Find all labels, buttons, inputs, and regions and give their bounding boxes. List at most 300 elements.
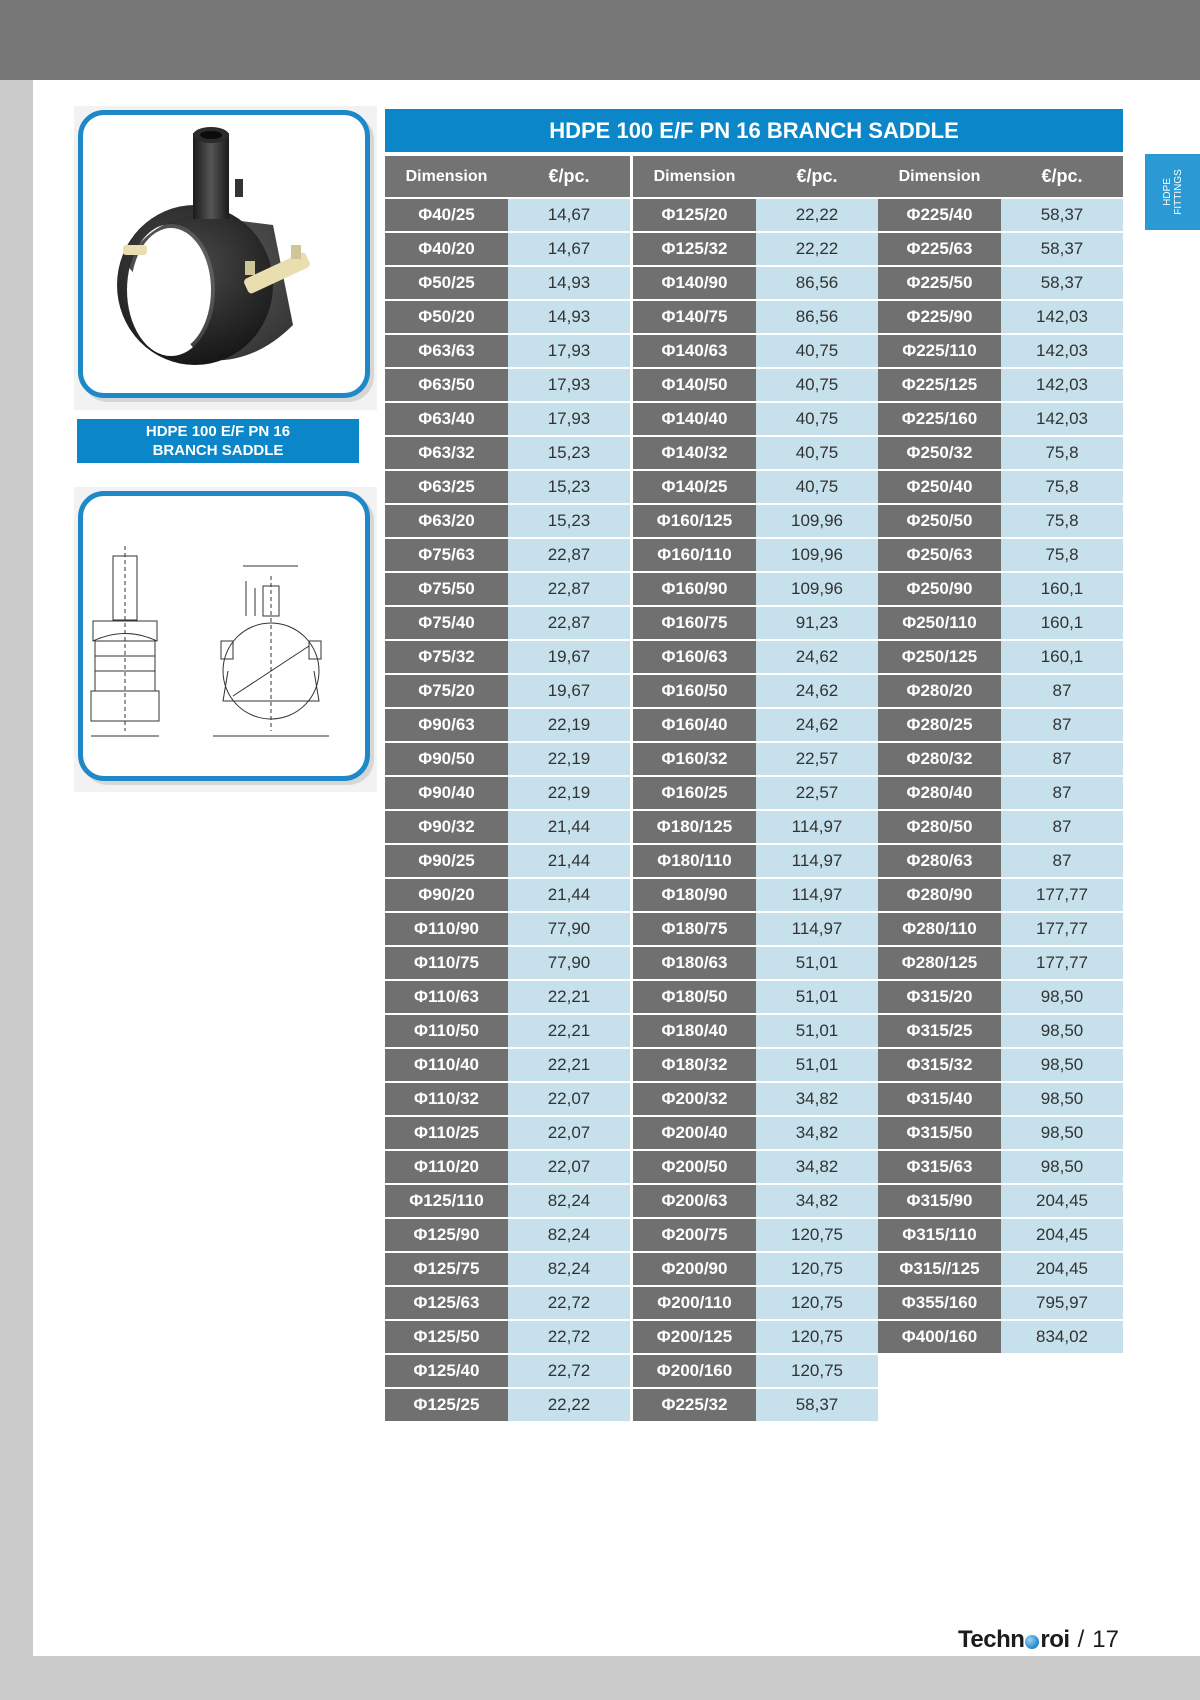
table-row	[385, 743, 630, 775]
dimension-cell: Φ125/50	[385, 1321, 508, 1353]
price-cell: 82,24	[508, 1253, 630, 1285]
table-row	[633, 1287, 878, 1319]
price-cell: 22,57	[756, 777, 878, 809]
price-cell: 109,96	[756, 505, 878, 537]
dimension-cell: Φ315/110	[878, 1219, 1001, 1251]
table-row	[385, 505, 630, 537]
table-row	[633, 845, 878, 877]
price-cell: 75,8	[1001, 505, 1123, 537]
price-cell: 142,03	[1001, 369, 1123, 401]
table-row	[633, 1253, 878, 1285]
header-dimension: Dimension	[405, 167, 488, 185]
dimension-cell: Φ225/63	[878, 233, 1001, 265]
price-cell: 22,07	[508, 1117, 630, 1149]
table-row	[878, 709, 1123, 741]
product-label	[77, 419, 359, 463]
price-cell: 22,87	[508, 607, 630, 639]
price-cell: 51,01	[756, 981, 878, 1013]
dimension-cell: Φ225/90	[878, 301, 1001, 333]
dimension-cell: Φ125/20	[633, 199, 756, 231]
dimension-cell: Φ140/32	[633, 437, 756, 469]
table-row	[385, 1049, 630, 1081]
table-row	[385, 471, 630, 503]
dimension-cell: Φ125/90	[385, 1219, 508, 1251]
table-row	[385, 947, 630, 979]
table-row	[385, 777, 630, 809]
table-row	[385, 233, 630, 265]
table-row	[878, 879, 1123, 911]
price-cell: 34,82	[756, 1117, 878, 1149]
table-row	[633, 267, 878, 299]
table-row	[878, 1219, 1123, 1251]
dimension-cell: Φ180/63	[633, 947, 756, 979]
table-row	[633, 437, 878, 469]
table-row	[385, 607, 630, 639]
price-cell: 17,93	[508, 403, 630, 435]
table-row	[633, 505, 878, 537]
table-row	[633, 913, 878, 945]
dimension-cell: Φ180/50	[633, 981, 756, 1013]
table-row	[878, 675, 1123, 707]
table-row	[633, 947, 878, 979]
dimension-cell: Φ63/40	[385, 403, 508, 435]
price-cell: 24,62	[756, 709, 878, 741]
table-row	[385, 1117, 630, 1149]
price-cell: 58,37	[1001, 233, 1123, 265]
table-row	[633, 1117, 878, 1149]
table-row	[633, 301, 878, 333]
price-column-2	[633, 156, 878, 1423]
dimension-cell: Φ110/90	[385, 913, 508, 945]
brand-prefix: Techn	[958, 1626, 1025, 1653]
technical-drawing-frame	[78, 491, 370, 781]
header-dimension: Dimension	[898, 167, 981, 185]
dimension-cell: Φ280/125	[878, 947, 1001, 979]
price-cell: 98,50	[1001, 1049, 1123, 1081]
dimension-cell: Φ63/32	[385, 437, 508, 469]
product-label-line2: BRANCH SADDLE	[152, 442, 284, 459]
table-row	[385, 1015, 630, 1047]
price-cell: 17,93	[508, 335, 630, 367]
price-cell: 22,19	[508, 709, 630, 741]
table-row	[878, 811, 1123, 843]
dimension-cell: Φ225/32	[633, 1389, 756, 1421]
price-cell: 120,75	[756, 1355, 878, 1387]
table-row	[633, 471, 878, 503]
price-cell: 142,03	[1001, 301, 1123, 333]
price-cell: 22,22	[756, 233, 878, 265]
dimension-cell: Φ110/32	[385, 1083, 508, 1115]
table-row	[633, 811, 878, 843]
table-row	[385, 913, 630, 945]
price-cell: 120,75	[756, 1219, 878, 1251]
price-cell: 177,77	[1001, 947, 1123, 979]
dimension-cell: Φ180/90	[633, 879, 756, 911]
dimension-cell: Φ140/40	[633, 403, 756, 435]
price-cell: 160,1	[1001, 641, 1123, 673]
table-row	[633, 743, 878, 775]
dimension-cell: Φ200/40	[633, 1117, 756, 1149]
dimension-cell: Φ125/32	[633, 233, 756, 265]
price-cell: 87	[1001, 777, 1123, 809]
price-cell: 14,93	[508, 267, 630, 299]
table-row	[878, 1253, 1123, 1285]
table-row	[633, 879, 878, 911]
dimension-cell: Φ110/63	[385, 981, 508, 1013]
table-row	[385, 369, 630, 401]
price-cell: 58,37	[1001, 199, 1123, 231]
brand-logo	[958, 1626, 1070, 1654]
product-photo-card	[74, 106, 377, 410]
table-row	[878, 335, 1123, 367]
price-cell: 40,75	[756, 471, 878, 503]
price-cell: 160,1	[1001, 607, 1123, 639]
price-cell: 98,50	[1001, 981, 1123, 1013]
dimension-cell: Φ280/50	[878, 811, 1001, 843]
dimension-cell: Φ140/63	[633, 335, 756, 367]
dimension-cell: Φ110/25	[385, 1117, 508, 1149]
dimension-cell: Φ63/63	[385, 335, 508, 367]
price-cell: 120,75	[756, 1287, 878, 1319]
price-cell: 21,44	[508, 879, 630, 911]
price-cell: 98,50	[1001, 1083, 1123, 1115]
dimension-cell: Φ200/90	[633, 1253, 756, 1285]
dimension-cell: Φ315/90	[878, 1185, 1001, 1217]
dimension-cell: Φ140/90	[633, 267, 756, 299]
table-row	[878, 913, 1123, 945]
price-cell: 109,96	[756, 539, 878, 571]
dimension-cell: Φ180/32	[633, 1049, 756, 1081]
price-cell: 204,45	[1001, 1219, 1123, 1251]
dimension-cell: Φ280/40	[878, 777, 1001, 809]
price-cell: 15,23	[508, 505, 630, 537]
dimension-cell: Φ180/40	[633, 1015, 756, 1047]
dimension-cell: Φ200/110	[633, 1287, 756, 1319]
dimension-cell: Φ50/20	[385, 301, 508, 333]
price-cell: 34,82	[756, 1151, 878, 1183]
dimension-cell: Φ90/50	[385, 743, 508, 775]
price-cell: 98,50	[1001, 1151, 1123, 1183]
price-cell: 75,8	[1001, 437, 1123, 469]
dimension-cell: Φ315/63	[878, 1151, 1001, 1183]
table-row	[633, 981, 878, 1013]
dimension-cell: Φ200/63	[633, 1185, 756, 1217]
table-row	[878, 777, 1123, 809]
dimension-cell: Φ125/110	[385, 1185, 508, 1217]
table-row	[385, 879, 630, 911]
table-row	[878, 301, 1123, 333]
table-row	[878, 573, 1123, 605]
dimension-cell: Φ315/40	[878, 1083, 1001, 1115]
table-row	[633, 233, 878, 265]
page-number: 17	[1092, 1626, 1119, 1653]
dimension-cell: Φ225/50	[878, 267, 1001, 299]
dimension-cell: Φ125/25	[385, 1389, 508, 1421]
price-cell: 22,19	[508, 777, 630, 809]
price-column-1	[385, 156, 630, 1423]
dimension-cell: Φ225/125	[878, 369, 1001, 401]
table-row	[385, 199, 630, 231]
dimension-cell: Φ110/40	[385, 1049, 508, 1081]
dimension-cell: Φ160/32	[633, 743, 756, 775]
dimension-cell: Φ160/75	[633, 607, 756, 639]
table-row	[633, 607, 878, 639]
dimension-cell: Φ315/25	[878, 1015, 1001, 1047]
dimension-cell: Φ140/75	[633, 301, 756, 333]
price-cell: 87	[1001, 709, 1123, 741]
table-row	[633, 369, 878, 401]
dimension-cell: Φ315//125	[878, 1253, 1001, 1285]
table-row	[633, 1219, 878, 1251]
dimension-cell: Φ75/32	[385, 641, 508, 673]
table-row	[633, 1355, 878, 1387]
dimension-cell: Φ110/75	[385, 947, 508, 979]
table-row	[633, 709, 878, 741]
dimension-cell: Φ90/32	[385, 811, 508, 843]
dimension-cell: Φ250/40	[878, 471, 1001, 503]
dimension-cell: Φ160/125	[633, 505, 756, 537]
brand-dot-icon	[1025, 1635, 1039, 1649]
price-cell: 24,62	[756, 675, 878, 707]
dimension-cell: Φ90/25	[385, 845, 508, 877]
table-row	[878, 1287, 1123, 1319]
price-cell: 22,72	[508, 1287, 630, 1319]
price-cell: 58,37	[1001, 267, 1123, 299]
table-row	[878, 947, 1123, 979]
dimension-cell: Φ75/63	[385, 539, 508, 571]
table-row	[878, 641, 1123, 673]
dimension-cell: Φ200/50	[633, 1151, 756, 1183]
price-cell: 114,97	[756, 845, 878, 877]
table-row	[385, 845, 630, 877]
header-price: €/pc.	[548, 166, 590, 186]
price-cell: 22,19	[508, 743, 630, 775]
price-cell: 77,90	[508, 947, 630, 979]
table-row	[385, 573, 630, 605]
dimension-cell: Φ355/160	[878, 1287, 1001, 1319]
table-row	[633, 1083, 878, 1115]
table-row	[633, 335, 878, 367]
dimension-cell: Φ160/25	[633, 777, 756, 809]
table-row	[878, 267, 1123, 299]
dimension-cell: Φ400/160	[878, 1321, 1001, 1353]
price-cell: 40,75	[756, 403, 878, 435]
table-row	[878, 845, 1123, 877]
dimension-cell: Φ63/25	[385, 471, 508, 503]
table-row	[878, 403, 1123, 435]
table-row	[385, 1083, 630, 1115]
table-title: HDPE 100 E/F PN 16 BRANCH SADDLE	[385, 109, 1123, 152]
dimension-cell: Φ250/50	[878, 505, 1001, 537]
table-row	[633, 539, 878, 571]
price-cell: 19,67	[508, 641, 630, 673]
table-row	[633, 1049, 878, 1081]
table-row	[385, 675, 630, 707]
dimension-cell: Φ315/50	[878, 1117, 1001, 1149]
dimension-cell: Φ40/25	[385, 199, 508, 231]
dimension-cell: Φ90/63	[385, 709, 508, 741]
dimension-cell: Φ250/63	[878, 539, 1001, 571]
price-cell: 14,67	[508, 233, 630, 265]
price-cell: 14,67	[508, 199, 630, 231]
price-cell: 834,02	[1001, 1321, 1123, 1353]
dimension-cell: Φ125/40	[385, 1355, 508, 1387]
price-cell: 86,56	[756, 301, 878, 333]
side-tab-line1: HDPE	[1161, 178, 1173, 206]
price-cell: 77,90	[508, 913, 630, 945]
price-cell: 58,37	[756, 1389, 878, 1421]
dimension-cell: Φ63/50	[385, 369, 508, 401]
price-cell: 795,97	[1001, 1287, 1123, 1319]
price-cell: 40,75	[756, 335, 878, 367]
dimension-cell: Φ140/25	[633, 471, 756, 503]
dimension-cell: Φ200/75	[633, 1219, 756, 1251]
dimension-cell: Φ250/125	[878, 641, 1001, 673]
price-cell: 22,72	[508, 1355, 630, 1387]
dimension-cell: Φ75/50	[385, 573, 508, 605]
table-row	[878, 1321, 1123, 1353]
side-tab-label	[1162, 169, 1184, 215]
dimension-cell: Φ75/40	[385, 607, 508, 639]
table-row	[385, 1389, 630, 1421]
price-cell: 114,97	[756, 913, 878, 945]
dimension-cell: Φ160/50	[633, 675, 756, 707]
table-row	[878, 1049, 1123, 1081]
dimension-cell: Φ250/32	[878, 437, 1001, 469]
dimension-cell: Φ200/160	[633, 1355, 756, 1387]
dimension-cell: Φ160/110	[633, 539, 756, 571]
price-cell: 91,23	[756, 607, 878, 639]
price-cell: 98,50	[1001, 1117, 1123, 1149]
dimension-cell: Φ250/110	[878, 607, 1001, 639]
price-cell: 120,75	[756, 1321, 878, 1353]
brand-suffix: roi	[1040, 1626, 1070, 1653]
price-cell: 87	[1001, 743, 1123, 775]
table-row	[385, 437, 630, 469]
dimension-cell: Φ140/50	[633, 369, 756, 401]
table-row	[878, 539, 1123, 571]
price-cell: 22,22	[508, 1389, 630, 1421]
column-header	[878, 156, 1123, 197]
dimension-cell: Φ180/125	[633, 811, 756, 843]
table-row	[878, 437, 1123, 469]
price-cell: 22,87	[508, 573, 630, 605]
table-row	[878, 233, 1123, 265]
table-row	[878, 607, 1123, 639]
price-cell: 22,87	[508, 539, 630, 571]
price-cell: 51,01	[756, 947, 878, 979]
table-row	[385, 267, 630, 299]
price-cell: 34,82	[756, 1083, 878, 1115]
dimension-cell: Φ180/110	[633, 845, 756, 877]
table-row	[633, 777, 878, 809]
table-row	[633, 641, 878, 673]
price-cell: 22,57	[756, 743, 878, 775]
price-cell: 142,03	[1001, 403, 1123, 435]
technical-drawing-card	[74, 487, 377, 792]
table-row	[385, 1321, 630, 1353]
technical-drawing	[83, 496, 365, 776]
price-cell: 14,93	[508, 301, 630, 333]
price-cell: 15,23	[508, 437, 630, 469]
table-row	[633, 199, 878, 231]
dimension-cell: Φ280/25	[878, 709, 1001, 741]
price-cell: 22,72	[508, 1321, 630, 1353]
table-row	[878, 1151, 1123, 1183]
table-row	[385, 335, 630, 367]
dimension-cell: Φ280/90	[878, 879, 1001, 911]
table-row	[878, 981, 1123, 1013]
price-cell: 51,01	[756, 1015, 878, 1047]
column-header	[385, 156, 630, 197]
price-cell: 75,8	[1001, 539, 1123, 571]
price-cell: 142,03	[1001, 335, 1123, 367]
price-cell: 22,07	[508, 1151, 630, 1183]
dimension-cell: Φ200/125	[633, 1321, 756, 1353]
table-row	[385, 811, 630, 843]
table-row	[385, 301, 630, 333]
table-row	[633, 573, 878, 605]
dimension-cell: Φ315/20	[878, 981, 1001, 1013]
price-cell: 40,75	[756, 437, 878, 469]
price-cell: 87	[1001, 811, 1123, 843]
dimension-cell: Φ280/32	[878, 743, 1001, 775]
dimension-cell: Φ40/20	[385, 233, 508, 265]
price-cell: 114,97	[756, 811, 878, 843]
table-row	[385, 1287, 630, 1319]
table-row	[385, 1355, 630, 1387]
dimension-cell: Φ225/110	[878, 335, 1001, 367]
price-cell: 87	[1001, 675, 1123, 707]
table-row	[633, 1151, 878, 1183]
dimension-cell: Φ110/20	[385, 1151, 508, 1183]
price-cell: 82,24	[508, 1219, 630, 1251]
product-photo-frame	[78, 110, 370, 398]
table-row	[878, 1185, 1123, 1217]
price-cell: 19,67	[508, 675, 630, 707]
table-row	[633, 1321, 878, 1353]
dimension-cell: Φ125/75	[385, 1253, 508, 1285]
price-cell: 177,77	[1001, 879, 1123, 911]
table-row	[878, 199, 1123, 231]
dimension-cell: Φ160/90	[633, 573, 756, 605]
table-row	[878, 1083, 1123, 1115]
dimension-cell: Φ280/63	[878, 845, 1001, 877]
table-row	[878, 1117, 1123, 1149]
table-row	[385, 1185, 630, 1217]
table-row	[385, 1151, 630, 1183]
table-row	[385, 1253, 630, 1285]
product-label-line1: HDPE 100 E/F PN 16	[145, 423, 291, 440]
price-cell: 204,45	[1001, 1185, 1123, 1217]
table-row	[385, 1219, 630, 1251]
dimension-cell: Φ50/25	[385, 267, 508, 299]
price-cell: 22,22	[756, 199, 878, 231]
table-row	[878, 369, 1123, 401]
section-side-tab[interactable]	[1145, 154, 1200, 230]
price-cell: 15,23	[508, 471, 630, 503]
table-row	[878, 505, 1123, 537]
price-cell: 160,1	[1001, 573, 1123, 605]
price-cell: 24,62	[756, 641, 878, 673]
dimension-cell: Φ280/110	[878, 913, 1001, 945]
dimension-cell: Φ180/75	[633, 913, 756, 945]
top-band	[0, 0, 1200, 80]
table-row	[633, 403, 878, 435]
price-cell: 204,45	[1001, 1253, 1123, 1285]
dimension-cell: Φ110/50	[385, 1015, 508, 1047]
price-cell: 75,8	[1001, 471, 1123, 503]
